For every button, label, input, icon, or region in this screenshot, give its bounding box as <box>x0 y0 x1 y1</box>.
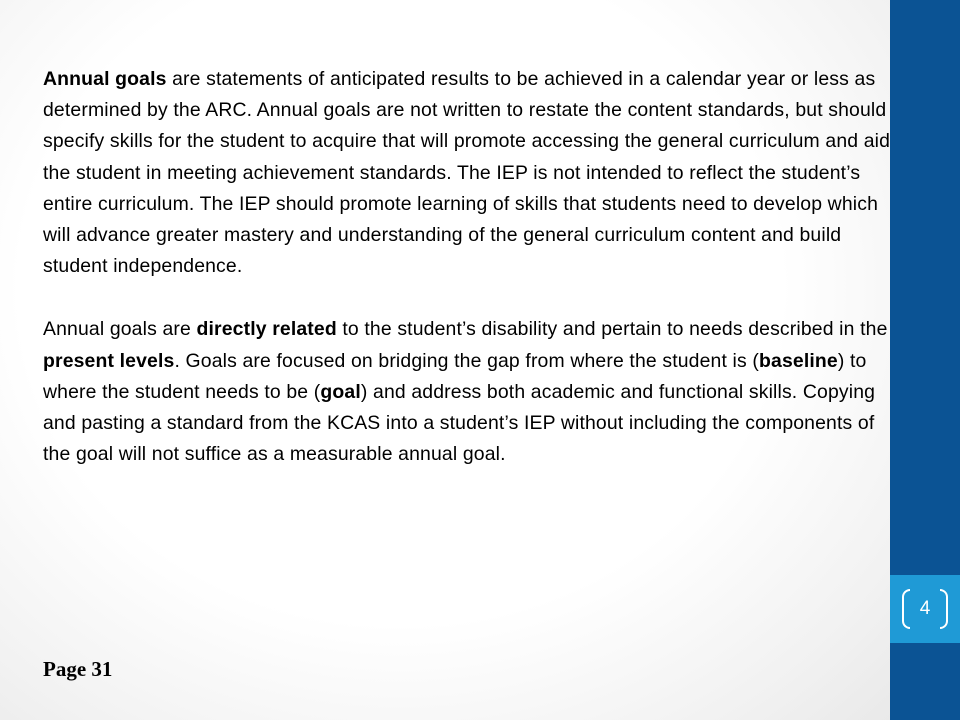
paragraph2-text-3: . Goals are focused on bridging the gap from where the student is ( <box>174 349 760 372</box>
term-present-levels: present levels <box>43 349 175 372</box>
term-baseline: baseline <box>759 349 838 372</box>
term-goal: goal <box>320 380 361 403</box>
slide-number-band <box>890 575 960 643</box>
sidebar-decoration <box>890 0 960 720</box>
paragraph2-text-2: to the student’s disability and pertain to needs described in the <box>336 318 888 341</box>
term-annual-goals: Annual goals <box>43 68 167 90</box>
slide-number: 4 <box>919 598 931 619</box>
page-reference: Page 31 <box>43 657 113 681</box>
paragraph1-text: are statements of anticipated results to be achieved in a calendar year or less as determined by the ARC. Annual goals are not written to restate the content standards, but should specify skills for the student to acquire that will promote accessing the general curriculum and aid the student in meeting achievement standards. The IEP is not intended to reflect the student’s entire curriculum. The IEP should promote learning of skills that students need to develop which will advance greater mastery and understanding of the general curriculum content and build student independence. <box>43 68 891 278</box>
paragraph2-text-4: ) to where the student needs to be ( <box>43 349 867 403</box>
slide-number-frame <box>902 589 948 629</box>
paragraph2-text-1: Annual goals are <box>43 318 197 341</box>
paragraph2-text-5: ) and address both academic and functional skills. Copying and pasting a standard from the KCAS into a student’s IEP without including the components of the goal will not suffice as a measurable annual goal. <box>43 380 876 466</box>
paragraph-annual-goals-definition <box>43 64 893 282</box>
paragraph-annual-goals-relation <box>43 314 893 470</box>
term-directly-related: directly related <box>196 318 337 341</box>
slide-body <box>43 64 893 470</box>
